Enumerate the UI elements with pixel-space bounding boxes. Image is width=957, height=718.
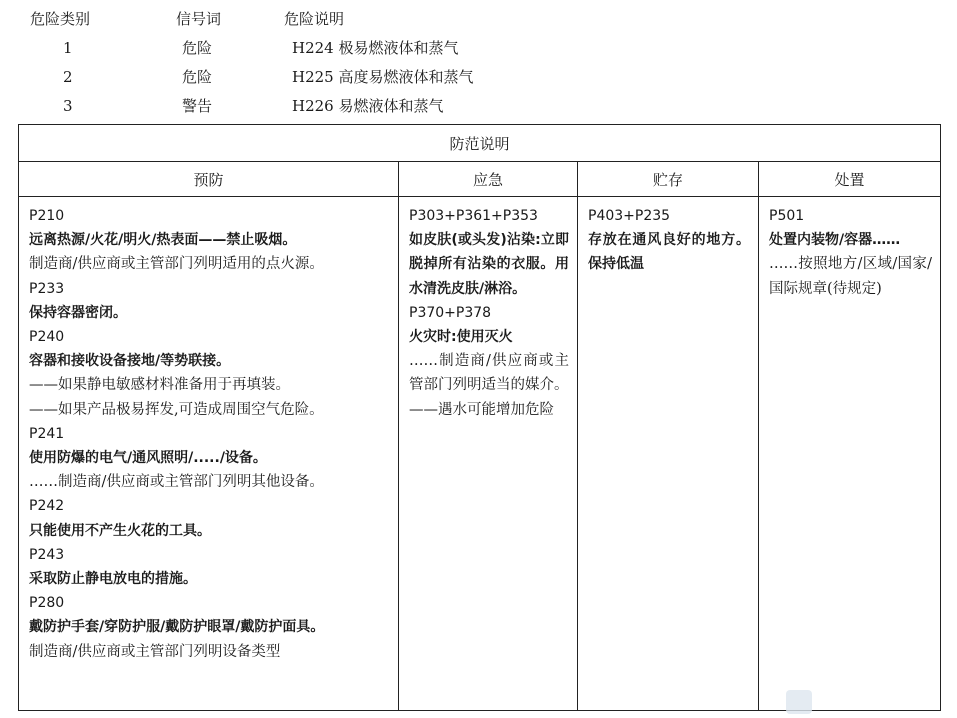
column-header-disposal: 处置 <box>759 162 941 197</box>
statement-code: P210 <box>29 208 65 224</box>
statement-note: ——如果产品极易挥发,可造成周围空气危险。 <box>29 401 324 418</box>
statement-text: 远离热源/火花/明火/热表面——禁止吸烟。 <box>29 232 297 249</box>
signal-word: 警告 <box>182 97 213 115</box>
hazard-category: 1 <box>63 39 73 57</box>
statement-text: 使用防爆的电气/通风照明/...../设备。 <box>29 450 267 467</box>
statement-note: 制造商/供应商或主管部门列明适用的点火源。 <box>29 256 324 273</box>
statement-code: P370+P378 <box>409 304 492 321</box>
statement-code: P280 <box>29 595 65 612</box>
watermark-logo <box>786 690 812 714</box>
statement-text: 如皮肤(或头发)沾染:立即脱掉所有沾染的衣服。用水清洗皮肤/淋浴。 <box>409 232 569 297</box>
header-hazard-statement: 危险说明 <box>284 10 345 28</box>
column-header-response: 应急 <box>399 162 578 197</box>
statement-code: P241 <box>29 425 65 442</box>
signal-word: 危险 <box>182 68 213 86</box>
statement-code: P303+P361+P353 <box>409 208 538 224</box>
disposal-cell <box>759 197 941 711</box>
statement-code: P403+P235 <box>588 208 671 224</box>
response-cell <box>399 197 578 711</box>
statement-text: 容器和接收设备接地/等势联接。 <box>29 353 231 370</box>
statement-note: ——遇水可能增加危险 <box>409 401 554 418</box>
statement-code: P233 <box>29 280 65 297</box>
hazard-statement: H224 极易燃液体和蒸气 <box>292 39 459 57</box>
hazard-statement: H225 高度易燃液体和蒸气 <box>292 68 474 86</box>
statement-text: 采取防止静电放电的措施。 <box>29 571 197 588</box>
hazard-category: 2 <box>63 68 73 86</box>
precautionary-statements-table <box>18 124 941 711</box>
statement-code: P243 <box>29 546 65 563</box>
hazard-category: 3 <box>63 97 73 115</box>
statement-note: ——如果静电敏感材料准备用于再填装。 <box>29 377 290 394</box>
storage-cell <box>578 197 759 711</box>
hazard-statement: H226 易燃液体和蒸气 <box>292 97 444 115</box>
signal-word: 危险 <box>182 39 213 57</box>
statement-text: 存放在通风良好的地方。保持低温 <box>588 232 750 273</box>
header-signal-word: 信号词 <box>176 10 222 28</box>
statement-text: 保持容器密闭。 <box>29 304 127 321</box>
column-header-storage: 贮存 <box>578 162 759 197</box>
statement-text: 火灾时:使用灭火 <box>409 329 513 346</box>
statement-code: P240 <box>29 329 65 346</box>
statement-note: ……制造商/供应商或主管部门列明适当的媒介。 <box>409 353 569 394</box>
table-title: 防范说明 <box>19 125 941 162</box>
statement-text: 戴防护手套/穿防护服/戴防护眼罩/戴防护面具。 <box>29 619 325 636</box>
statement-note: ……制造商/供应商或主管部门列明其他设备。 <box>29 474 324 491</box>
statement-note: 制造商/供应商或主管部门列明设备类型 <box>29 643 281 660</box>
statement-code: P242 <box>29 498 65 515</box>
statement-code: P501 <box>769 208 805 224</box>
prevention-cell <box>19 197 399 711</box>
statement-text: 处置内装物/容器…… <box>769 232 901 249</box>
statement-text: 只能使用不产生火花的工具。 <box>29 522 211 539</box>
statement-note: ……按照地方/区域/国家/国际规章(待规定) <box>769 256 933 297</box>
header-hazard-category: 危险类别 <box>30 10 91 28</box>
column-header-prevention: 预防 <box>19 162 399 197</box>
